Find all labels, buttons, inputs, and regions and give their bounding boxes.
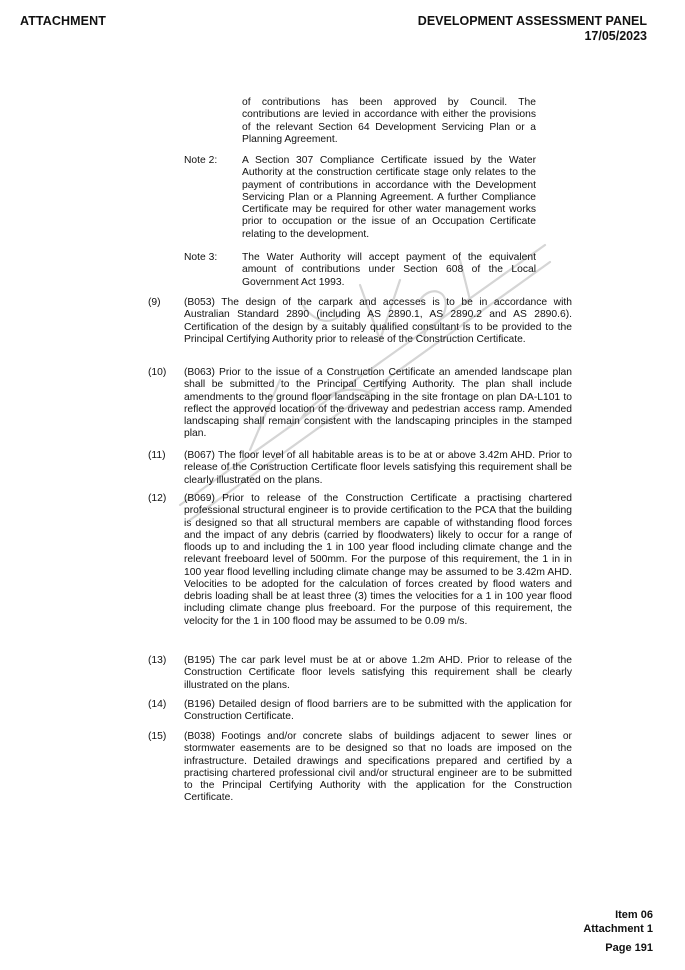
- note-text: The Water Authority will accept payment of the equivalent amount of contributions under Section 608 of the Local Government Act 1993.: [242, 252, 536, 288]
- header-date: 17/05/2023: [584, 29, 647, 43]
- condition-number: (13): [148, 655, 167, 666]
- condition-number: (14): [148, 699, 167, 710]
- note-label: Note 2:: [184, 155, 218, 166]
- note-text: A Section 307 Compliance Certificate issued by the Water Authority at the construction certificate stage only relates to the payment of contributions in accordance with the Development Servicing Plan or a Planning Agreement. A further Compliance Certificate may be required for other water management works prior to occupation or the issue of an Occupation Certificate relating to the development.: [242, 155, 536, 240]
- condition-text: (B053) The design of the carpark and accesses is to be in accordance with Australian Standard 2890 (including AS 2890.1, AS 2890.2 and AS 2890.6). Certification of the design by a suitably qualified consultant is to be provided to the Principal Certifying Authority prior to release of the Construction Certificate.: [184, 297, 572, 345]
- condition-number: (10): [148, 367, 167, 378]
- footer-item-block: [583, 908, 653, 936]
- footer-attachment-number: Attachment 1: [583, 923, 653, 935]
- header-panel-title: DEVELOPMENT ASSESSMENT PANEL: [417, 14, 647, 28]
- condition-text: (B038) Footings and/or concrete slabs of buildings adjacent to sewer lines or stormwater easements are to be designed so that no loads are imposed on the infrastructure. Detailed drawings and specifications prepared and certified by a practising chartered professional civil and/or structural engineer are to be submitted to the Principal Certifying Authority with the application for the Construction Certificate.: [184, 731, 572, 804]
- continuation-paragraph: of contributions has been approved by Council. The contributions are levied in accordance with either the provisions of the relevant Section 64 Development Servicing Plan or a Planning Agreement.: [242, 97, 536, 145]
- condition-text: (B195) The car park level must be at or above 1.2m AHD. Prior to release of the Construction Certificate floor levels satisfying this requirement shall be clearly illustrated on the plans.: [184, 655, 572, 691]
- condition-text: (B196) Detailed design of flood barriers are to be submitted with the application for Construction Certificate.: [184, 699, 572, 723]
- header-attachment-label: ATTACHMENT: [20, 14, 106, 28]
- condition-text: (B063) Prior to the issue of a Construction Certificate an amended landscape plan shall be submitted to the Principal Certifying Authority. The plan shall include amendments to the ground floor landscaping in the site frontage on plan DA-L101 to reflect the approved location of the driveway and pedestrian access ramp. Amended landscaping shall remain consistent with the landscaping principles in the stamped plan.: [184, 367, 572, 440]
- footer-item-number: Item 06: [615, 909, 653, 921]
- note-label: Note 3:: [184, 252, 218, 263]
- condition-number: (9): [148, 297, 161, 308]
- header-panel-block: [418, 14, 647, 44]
- condition-text: (B069) Prior to release of the Construction Certificate a practising chartered professional structural engineer is to provide certification to the PCA that the building is designed so that all structural members are capable of withstanding flood forces and the impact of any debris (carried by floodwaters) likely to occur for a range of floods up to and including the 1 in 100 year flood including climate change and the relevant freeboard level of 500mm. For the purpose of this requirement, the 1 in in 100 year flood levelling including climate change may be assumed to be 3.42m AHD. Velocities to be adopted for the calculation of forces created by flood waters and debris loading shall be at least three (3) times the velocities for a 1 in 100 year flood including climate change plus freeboard. For the purpose of this requirement, the velocity for the 1 in 100 flood may be assumed to be 0.09 m/s.: [184, 493, 572, 627]
- condition-number: (12): [148, 493, 167, 504]
- condition-text: (B067) The floor level of all habitable areas is to be at or above 3.42m AHD. Prior to release of the Construction Certificate floor levels satisfying this requirement shall be clearly illustrated on the plans.: [184, 450, 572, 486]
- footer-page-number: Page 191: [605, 942, 653, 954]
- condition-number: (11): [148, 450, 166, 461]
- condition-number: (15): [148, 731, 167, 742]
